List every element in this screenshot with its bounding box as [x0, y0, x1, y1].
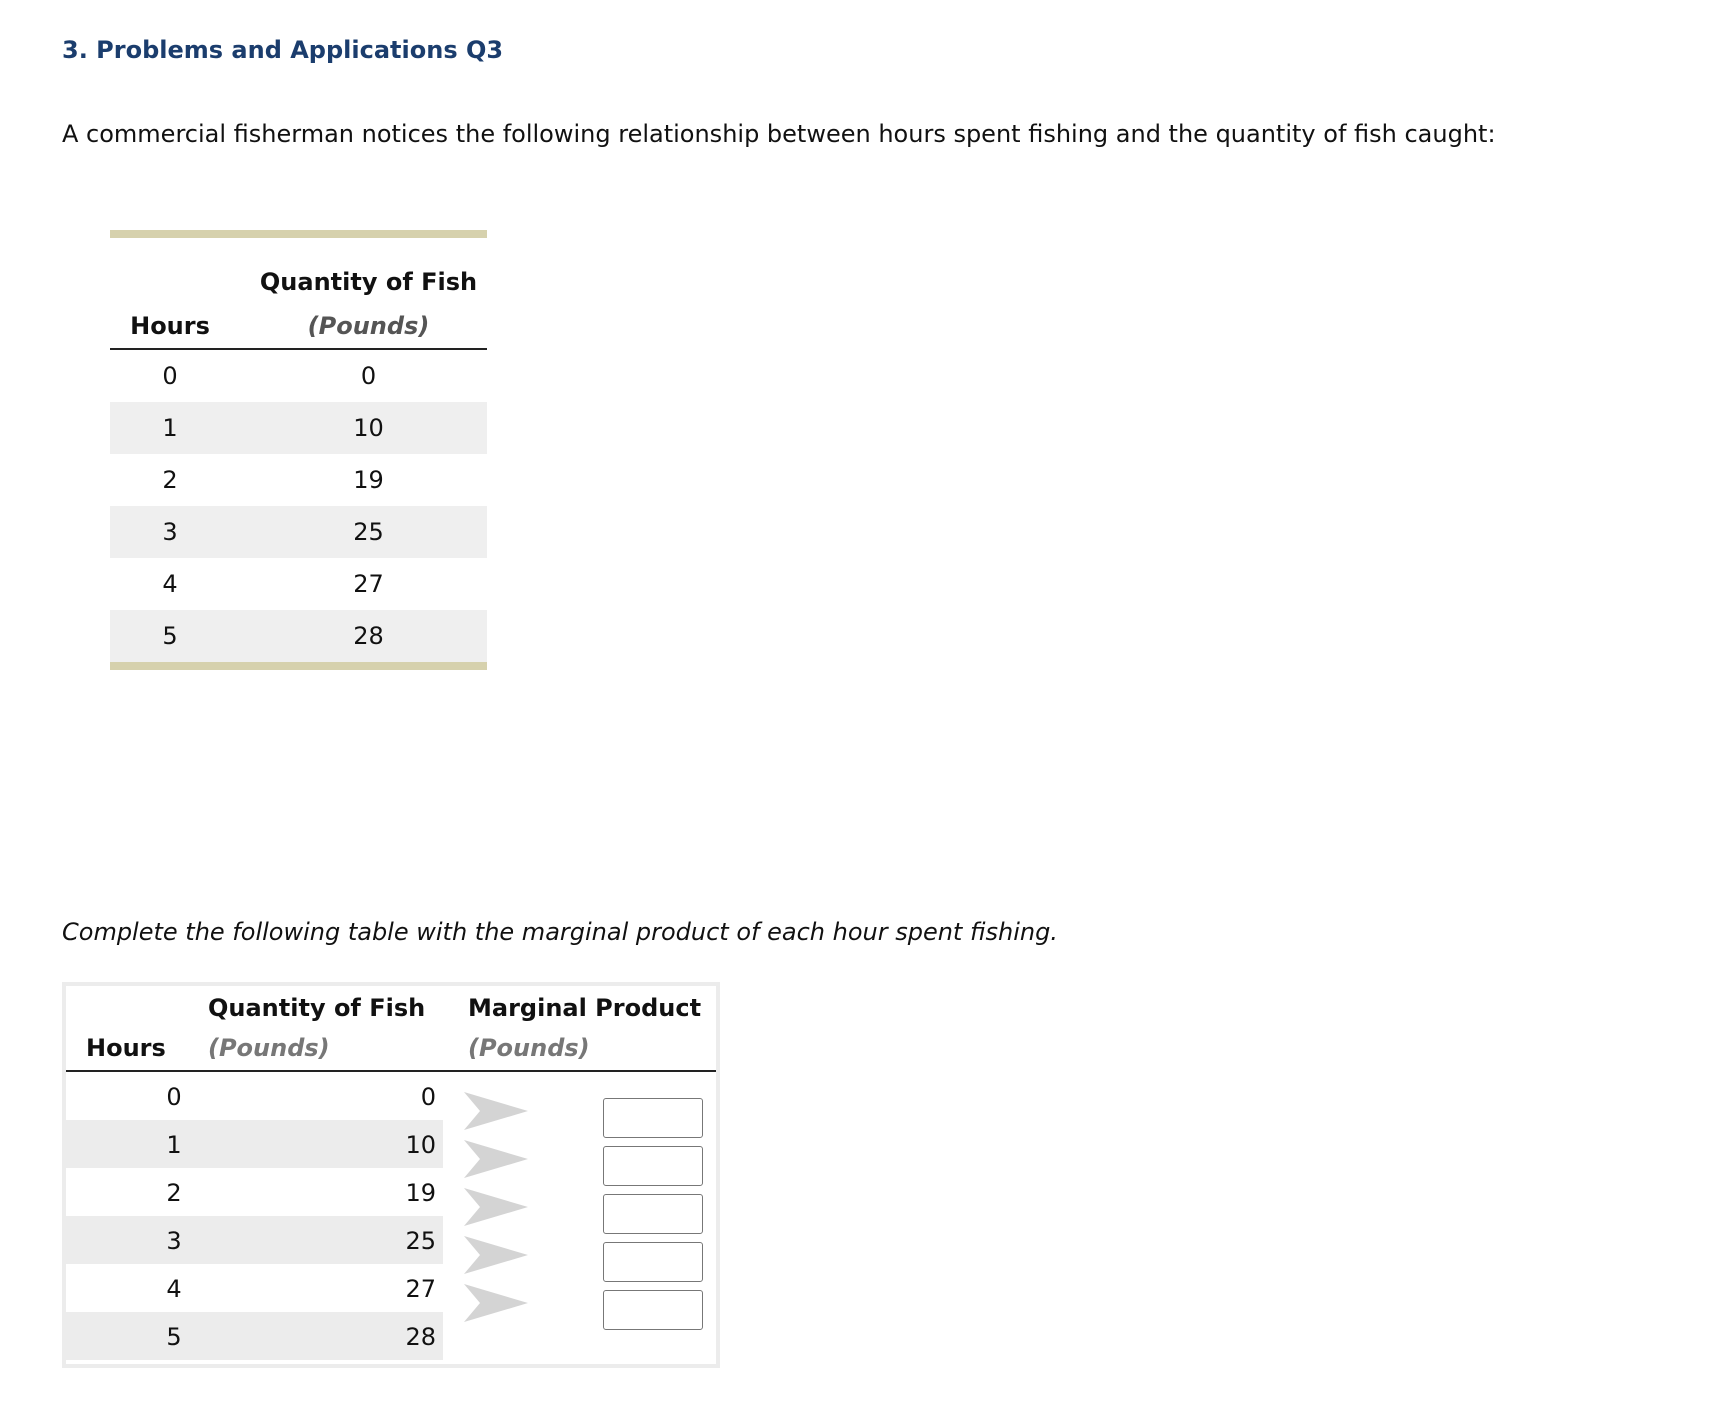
cell-quantity: 19: [405, 1179, 436, 1207]
header-marginal-product: Marginal Product: [468, 994, 702, 1022]
chevron-right-icon: [462, 1232, 532, 1278]
cell-hours: 2: [162, 466, 178, 494]
cell-quantity: 28: [353, 622, 384, 650]
marginal-product-input-hour-5[interactable]: [603, 1290, 703, 1330]
chevron-right-icon: [462, 1136, 532, 1182]
header-hours: Hours: [86, 1034, 166, 1062]
table-row: [66, 1168, 443, 1216]
header-marginal-product-units: (Pounds): [468, 1034, 590, 1062]
chevron-right-icon: [462, 1184, 532, 1230]
cell-quantity: 27: [405, 1275, 436, 1303]
table-header: [110, 238, 487, 350]
table-row: [110, 454, 487, 506]
marginal-product-input-hour-4[interactable]: [603, 1242, 703, 1282]
header-quantity-units: (Pounds): [208, 1034, 330, 1062]
marginal-product-input-hour-2[interactable]: [603, 1146, 703, 1186]
question-instruction: Complete the following table with the marginal product of each hour spent fishing.: [62, 918, 1058, 946]
table-row: [66, 1312, 443, 1360]
cell-quantity: 19: [353, 466, 384, 494]
question-title: 3. Problems and Applications Q3: [62, 36, 504, 64]
header-quantity-units: (Pounds): [307, 312, 430, 340]
table-row: [110, 558, 487, 610]
cell-hours: 1: [162, 414, 178, 442]
table-row: [110, 402, 487, 454]
header-quantity: Quantity of Fish: [259, 268, 478, 296]
cell-hours: 3: [162, 518, 178, 546]
cell-quantity: 28: [405, 1323, 436, 1351]
cell-hours: 4: [162, 570, 178, 598]
table-row: [110, 350, 487, 402]
cell-quantity: 10: [405, 1131, 436, 1159]
cell-hours: 0: [166, 1083, 182, 1111]
cell-quantity: 25: [405, 1227, 436, 1255]
table-row: [66, 1264, 443, 1312]
cell-quantity: 10: [353, 414, 384, 442]
table-row: [66, 1072, 443, 1120]
marginal-product-table: [62, 982, 720, 1368]
cell-hours: 5: [162, 622, 178, 650]
table-row: [110, 610, 487, 662]
cell-hours: 5: [166, 1323, 182, 1351]
question-intro: A commercial fisherman notices the following relationship between hours spent fishing and the quantity of fish caught:: [62, 120, 1496, 148]
cell-quantity: 0: [360, 362, 377, 390]
cell-quantity: 27: [353, 570, 384, 598]
table-row: [110, 506, 487, 558]
marginal-product-input-hour-3[interactable]: [603, 1194, 703, 1234]
cell-hours: 4: [166, 1275, 182, 1303]
table-row: [66, 1216, 443, 1264]
header-quantity: Quantity of Fish: [208, 994, 426, 1022]
cell-hours: 1: [166, 1131, 182, 1159]
marginal-product-input-hour-1[interactable]: [603, 1098, 703, 1138]
chevron-right-icon: [462, 1280, 532, 1326]
cell-hours: 0: [162, 362, 178, 390]
cell-hours: 3: [166, 1227, 182, 1255]
cell-quantity: 0: [420, 1083, 436, 1111]
table-row: [66, 1120, 443, 1168]
header-hours: Hours: [130, 312, 210, 340]
fish-data-table: [110, 230, 487, 670]
cell-hours: 2: [166, 1179, 182, 1207]
chevron-right-icon: [462, 1088, 532, 1134]
cell-quantity: 25: [353, 518, 384, 546]
